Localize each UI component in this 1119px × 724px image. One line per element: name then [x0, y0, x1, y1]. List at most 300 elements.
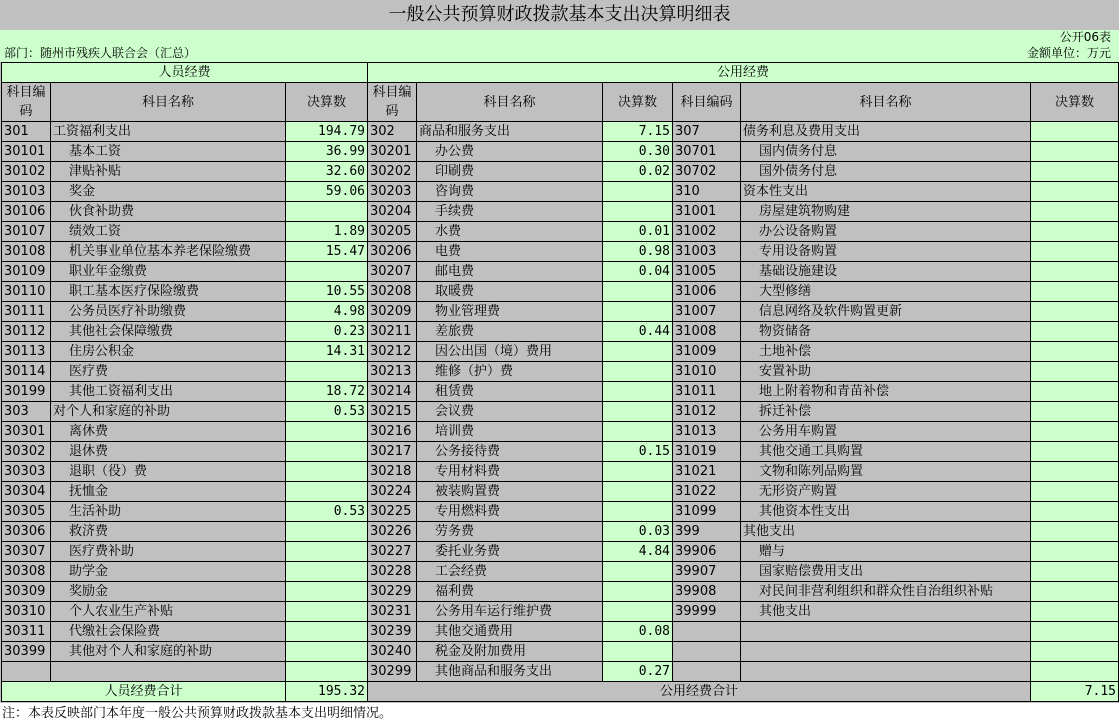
table-row	[2, 342, 1119, 362]
personnel-code-cell: 30303	[2, 462, 51, 482]
public-b-amount-cell	[1031, 182, 1119, 202]
personnel-amount-cell	[286, 462, 368, 482]
personnel-code-cell: 30106	[2, 202, 51, 222]
public-a-amount-cell	[603, 562, 673, 582]
public-a-name-cell: 水费	[417, 222, 603, 242]
col-code-header: 科目编码	[673, 83, 741, 122]
public-a-name-cell: 劳务费	[417, 522, 603, 542]
table-row	[2, 362, 1119, 382]
public-a-amount-cell	[603, 202, 673, 222]
public-b-name-cell: 国内债务付息	[741, 142, 1031, 162]
table-row	[2, 422, 1119, 442]
public-b-name-cell	[741, 662, 1031, 682]
public-a-name-cell: 被装购置费	[417, 482, 603, 502]
public-a-amount-cell: 0.44	[603, 322, 673, 342]
personnel-amount-cell	[286, 422, 368, 442]
public-a-name-cell: 公务用车运行维护费	[417, 602, 603, 622]
table-row	[2, 122, 1119, 142]
personnel-amount-cell	[286, 562, 368, 582]
personnel-amount-cell: 0.53	[286, 402, 368, 422]
personnel-name-cell: 代缴社会保险费	[51, 622, 286, 642]
public-b-code-cell	[673, 662, 741, 682]
personnel-code-cell: 30108	[2, 242, 51, 262]
public-b-name-cell: 国家赔偿费用支出	[741, 562, 1031, 582]
public-a-name-cell: 差旅费	[417, 322, 603, 342]
public-b-amount-cell	[1031, 262, 1119, 282]
public-b-code-cell: 31012	[673, 402, 741, 422]
public-a-amount-cell: 7.15	[603, 122, 673, 142]
public-a-amount-cell	[603, 382, 673, 402]
public-b-amount-cell	[1031, 462, 1119, 482]
personnel-code-cell: 30311	[2, 622, 51, 642]
table-row	[2, 482, 1119, 502]
public-b-code-cell: 39908	[673, 582, 741, 602]
public-b-code-cell: 31002	[673, 222, 741, 242]
public-b-amount-cell	[1031, 542, 1119, 562]
personnel-code-cell: 30107	[2, 222, 51, 242]
personnel-name-cell: 助学金	[51, 562, 286, 582]
public-b-amount-cell	[1031, 622, 1119, 642]
table-row	[2, 582, 1119, 602]
personnel-name-cell: 医疗费补助	[51, 542, 286, 562]
personnel-name-cell: 津贴补贴	[51, 162, 286, 182]
public-b-amount-cell	[1031, 562, 1119, 582]
personnel-amount-cell	[286, 642, 368, 662]
public-b-name-cell: 无形资产购置	[741, 482, 1031, 502]
public-b-amount-cell	[1031, 482, 1119, 502]
personnel-amount-cell: 59.06	[286, 182, 368, 202]
personnel-code-cell: 30110	[2, 282, 51, 302]
personnel-code-cell: 30103	[2, 182, 51, 202]
personnel-name-cell: 个人农业生产补贴	[51, 602, 286, 622]
public-b-name-cell	[741, 622, 1031, 642]
public-b-amount-cell	[1031, 502, 1119, 522]
personnel-name-cell: 救济费	[51, 522, 286, 542]
public-a-name-cell: 租赁费	[417, 382, 603, 402]
public-a-code-cell: 302	[368, 122, 417, 142]
table-row	[2, 202, 1119, 222]
public-b-code-cell: 31005	[673, 262, 741, 282]
table-row	[2, 442, 1119, 462]
public-a-code-cell: 30214	[368, 382, 417, 402]
public-a-name-cell: 会议费	[417, 402, 603, 422]
personnel-name-cell: 退职（役）费	[51, 462, 286, 482]
table-row	[2, 322, 1119, 342]
personnel-group-header: 人员经费	[2, 63, 368, 83]
public-b-code-cell: 31007	[673, 302, 741, 322]
public-a-code-cell: 30224	[368, 482, 417, 502]
public-a-name-cell: 电费	[417, 242, 603, 262]
public-a-code-cell: 30212	[368, 342, 417, 362]
personnel-name-cell: 医疗费	[51, 362, 286, 382]
public-b-amount-cell	[1031, 522, 1119, 542]
col-code-header: 科目编码	[2, 83, 51, 122]
personnel-code-cell: 30102	[2, 162, 51, 182]
table-row	[2, 142, 1119, 162]
public-b-code-cell: 31009	[673, 342, 741, 362]
public-a-code-cell: 30213	[368, 362, 417, 382]
public-b-amount-cell	[1031, 302, 1119, 322]
public-b-name-cell: 拆迁补偿	[741, 402, 1031, 422]
public-a-name-cell: 公务接待费	[417, 442, 603, 462]
personnel-amount-cell	[286, 602, 368, 622]
public-b-name-cell: 国外债务付息	[741, 162, 1031, 182]
public-a-amount-cell: 0.08	[603, 622, 673, 642]
public-a-amount-cell	[603, 482, 673, 502]
public-b-amount-cell	[1031, 582, 1119, 602]
col-name-header: 科目名称	[741, 83, 1031, 122]
table-row	[2, 302, 1119, 322]
public-b-name-cell: 物资储备	[741, 322, 1031, 342]
public-a-code-cell: 30203	[368, 182, 417, 202]
public-b-name-cell: 专用设备购置	[741, 242, 1031, 262]
public-a-amount-cell	[603, 502, 673, 522]
public-a-name-cell: 专用材料费	[417, 462, 603, 482]
public-a-amount-cell	[603, 342, 673, 362]
personnel-name-cell: 退休费	[51, 442, 286, 462]
table-row	[2, 282, 1119, 302]
table-row	[2, 462, 1119, 482]
table-row	[2, 642, 1119, 662]
public-a-code-cell: 30225	[368, 502, 417, 522]
personnel-name-cell: 工资福利支出	[51, 122, 286, 142]
col-name-header: 科目名称	[51, 83, 286, 122]
personnel-amount-cell	[286, 362, 368, 382]
table-row	[2, 602, 1119, 622]
personnel-code-cell: 303	[2, 402, 51, 422]
public-group-header: 公用经费	[368, 63, 1119, 83]
public-b-code-cell: 30701	[673, 142, 741, 162]
personnel-code-cell: 30302	[2, 442, 51, 462]
personnel-amount-cell: 10.55	[286, 282, 368, 302]
public-a-name-cell: 委托业务费	[417, 542, 603, 562]
public-b-name-cell: 其他交通工具购置	[741, 442, 1031, 462]
personnel-name-cell: 对个人和家庭的补助	[51, 402, 286, 422]
personnel-name-cell: 绩效工资	[51, 222, 286, 242]
public-a-amount-cell	[603, 362, 673, 382]
public-b-code-cell: 31003	[673, 242, 741, 262]
personnel-code-cell: 30307	[2, 542, 51, 562]
personnel-amount-cell: 1.89	[286, 222, 368, 242]
public-b-amount-cell	[1031, 162, 1119, 182]
col-amount-header: 决算数	[603, 83, 673, 122]
public-a-amount-cell	[603, 402, 673, 422]
public-b-code-cell: 31019	[673, 442, 741, 462]
public-b-amount-cell	[1031, 222, 1119, 242]
public-b-code-cell: 30702	[673, 162, 741, 182]
public-b-amount-cell	[1031, 362, 1119, 382]
public-a-name-cell: 其他交通费用	[417, 622, 603, 642]
personnel-name-cell: 离休费	[51, 422, 286, 442]
public-b-code-cell: 31010	[673, 362, 741, 382]
personnel-total-value: 195.32	[286, 682, 368, 702]
personnel-name-cell: 生活补助	[51, 502, 286, 522]
public-b-name-cell: 安置补助	[741, 362, 1031, 382]
public-b-amount-cell	[1031, 242, 1119, 262]
public-b-code-cell: 31021	[673, 462, 741, 482]
personnel-amount-cell	[286, 662, 368, 682]
personnel-code-cell: 30305	[2, 502, 51, 522]
public-b-code-cell: 31008	[673, 322, 741, 342]
personnel-name-cell: 职业年金缴费	[51, 262, 286, 282]
report-title: 一般公共预算财政拨款基本支出决算明细表	[0, 0, 1119, 31]
public-total-value: 7.15	[1031, 682, 1119, 702]
public-total-label: 公用经费合计	[368, 682, 1031, 702]
public-b-amount-cell	[1031, 402, 1119, 422]
table-row	[2, 382, 1119, 402]
table-row	[2, 502, 1119, 522]
personnel-name-cell: 其他社会保障缴费	[51, 322, 286, 342]
public-a-amount-cell	[603, 602, 673, 622]
col-amount-header: 决算数	[286, 83, 368, 122]
public-a-name-cell: 维修（护）费	[417, 362, 603, 382]
personnel-name-cell: 其他工资福利支出	[51, 382, 286, 402]
public-a-name-cell: 手续费	[417, 202, 603, 222]
personnel-amount-cell: 14.31	[286, 342, 368, 362]
public-a-name-cell: 税金及附加费用	[417, 642, 603, 662]
public-a-amount-cell: 0.04	[603, 262, 673, 282]
public-a-amount-cell	[603, 642, 673, 662]
public-a-name-cell: 其他商品和服务支出	[417, 662, 603, 682]
personnel-name-cell: 公务员医疗补助缴费	[51, 302, 286, 322]
public-b-amount-cell	[1031, 142, 1119, 162]
personnel-code-cell: 30399	[2, 642, 51, 662]
personnel-code-cell: 30114	[2, 362, 51, 382]
public-a-amount-cell: 0.15	[603, 442, 673, 462]
public-b-name-cell: 房屋建筑物购建	[741, 202, 1031, 222]
public-b-code-cell: 39906	[673, 542, 741, 562]
expenditure-table	[1, 62, 1119, 702]
public-a-code-cell: 30206	[368, 242, 417, 262]
personnel-amount-cell	[286, 442, 368, 462]
personnel-code-cell: 30109	[2, 262, 51, 282]
personnel-amount-cell	[286, 482, 368, 502]
public-b-name-cell: 资本性支出	[741, 182, 1031, 202]
personnel-amount-cell	[286, 522, 368, 542]
public-a-code-cell: 30217	[368, 442, 417, 462]
personnel-name-cell: 基本工资	[51, 142, 286, 162]
public-a-code-cell: 30207	[368, 262, 417, 282]
table-row	[2, 222, 1119, 242]
col-amount-header: 决算数	[1031, 83, 1119, 122]
group-header-row	[2, 63, 1119, 83]
public-b-name-cell: 其他资本性支出	[741, 502, 1031, 522]
personnel-name-cell: 伙食补助费	[51, 202, 286, 222]
public-a-name-cell: 福利费	[417, 582, 603, 602]
public-a-code-cell: 30204	[368, 202, 417, 222]
table-row	[2, 662, 1119, 682]
footnote: 注：本表反映部门本年度一般公共预算财政拨款基本支出明细情况。	[0, 703, 1119, 724]
public-b-name-cell	[741, 642, 1031, 662]
table-row	[2, 162, 1119, 182]
public-a-code-cell: 30209	[368, 302, 417, 322]
personnel-code-cell	[2, 662, 51, 682]
personnel-total-label: 人员经费合计	[2, 682, 286, 702]
personnel-amount-cell: 4.98	[286, 302, 368, 322]
public-a-code-cell: 30231	[368, 602, 417, 622]
amount-unit: 金额单位：万元	[1026, 46, 1111, 60]
public-b-code-cell: 31001	[673, 202, 741, 222]
public-a-code-cell: 30202	[368, 162, 417, 182]
public-a-amount-cell: 0.98	[603, 242, 673, 262]
personnel-code-cell: 30306	[2, 522, 51, 542]
public-b-code-cell: 31099	[673, 502, 741, 522]
personnel-name-cell: 住房公积金	[51, 342, 286, 362]
public-b-name-cell: 公务用车购置	[741, 422, 1031, 442]
public-a-code-cell: 30218	[368, 462, 417, 482]
public-a-code-cell: 30216	[368, 422, 417, 442]
table-row	[2, 242, 1119, 262]
public-b-code-cell: 399	[673, 522, 741, 542]
personnel-amount-cell	[286, 262, 368, 282]
public-a-code-cell: 30228	[368, 562, 417, 582]
col-code-header: 科目编码	[368, 83, 417, 122]
public-a-amount-cell	[603, 582, 673, 602]
personnel-amount-cell: 15.47	[286, 242, 368, 262]
public-b-amount-cell	[1031, 342, 1119, 362]
public-a-name-cell: 印刷费	[417, 162, 603, 182]
public-a-amount-cell: 0.03	[603, 522, 673, 542]
personnel-code-cell: 30309	[2, 582, 51, 602]
personnel-amount-cell: 32.60	[286, 162, 368, 182]
public-a-code-cell: 30239	[368, 622, 417, 642]
personnel-amount-cell: 0.23	[286, 322, 368, 342]
public-a-amount-cell: 0.01	[603, 222, 673, 242]
personnel-code-cell: 301	[2, 122, 51, 142]
personnel-code-cell: 30113	[2, 342, 51, 362]
public-b-amount-cell	[1031, 382, 1119, 402]
personnel-code-cell: 30101	[2, 142, 51, 162]
public-a-code-cell: 30208	[368, 282, 417, 302]
public-b-code-cell: 31011	[673, 382, 741, 402]
public-a-name-cell: 专用燃料费	[417, 502, 603, 522]
public-a-amount-cell: 0.02	[603, 162, 673, 182]
personnel-name-cell: 其他对个人和家庭的补助	[51, 642, 286, 662]
personnel-name-cell: 职工基本医疗保险缴费	[51, 282, 286, 302]
public-a-code-cell: 30229	[368, 582, 417, 602]
public-b-name-cell: 办公设备购置	[741, 222, 1031, 242]
personnel-code-cell: 30304	[2, 482, 51, 502]
personnel-amount-cell: 18.72	[286, 382, 368, 402]
public-b-amount-cell	[1031, 442, 1119, 462]
public-b-name-cell: 基础设施建设	[741, 262, 1031, 282]
public-b-name-cell: 文物和陈列品购置	[741, 462, 1031, 482]
public-a-name-cell: 邮电费	[417, 262, 603, 282]
public-a-name-cell: 商品和服务支出	[417, 122, 603, 142]
table-row	[2, 622, 1119, 642]
public-a-name-cell: 咨询费	[417, 182, 603, 202]
public-b-name-cell: 债务利息及费用支出	[741, 122, 1031, 142]
department-label: 部门：随州市残疾人联合会（汇总）	[4, 46, 197, 60]
public-a-code-cell: 30205	[368, 222, 417, 242]
public-a-amount-cell: 0.27	[603, 662, 673, 682]
public-a-amount-cell	[603, 422, 673, 442]
personnel-name-cell: 奖金	[51, 182, 286, 202]
public-a-amount-cell: 0.30	[603, 142, 673, 162]
personnel-code-cell: 30111	[2, 302, 51, 322]
public-a-code-cell: 30226	[368, 522, 417, 542]
public-a-amount-cell	[603, 282, 673, 302]
public-b-amount-cell	[1031, 642, 1119, 662]
personnel-amount-cell	[286, 622, 368, 642]
personnel-amount-cell	[286, 202, 368, 222]
public-a-name-cell: 工会经费	[417, 562, 603, 582]
public-b-amount-cell	[1031, 202, 1119, 222]
personnel-code-cell: 30199	[2, 382, 51, 402]
public-b-name-cell: 信息网络及软件购置更新	[741, 302, 1031, 322]
personnel-code-cell: 30301	[2, 422, 51, 442]
table-row	[2, 182, 1119, 202]
public-a-amount-cell	[603, 302, 673, 322]
personnel-name-cell: 机关事业单位基本养老保险缴费	[51, 242, 286, 262]
col-name-header: 科目名称	[417, 83, 603, 122]
public-a-amount-cell	[603, 462, 673, 482]
public-b-name-cell: 地上附着物和青苗补偿	[741, 382, 1031, 402]
public-a-name-cell: 办公费	[417, 142, 603, 162]
personnel-name-cell: 奖励金	[51, 582, 286, 602]
public-b-name-cell: 对民间非营利组织和群众性自治组织补贴	[741, 582, 1031, 602]
public-b-name-cell: 土地补偿	[741, 342, 1031, 362]
public-b-code-cell: 31022	[673, 482, 741, 502]
totals-row	[2, 682, 1119, 702]
public-b-name-cell: 大型修缮	[741, 282, 1031, 302]
public-a-code-cell: 30211	[368, 322, 417, 342]
public-b-code-cell: 307	[673, 122, 741, 142]
public-a-code-cell: 30299	[368, 662, 417, 682]
table-row	[2, 402, 1119, 422]
public-a-name-cell: 取暖费	[417, 282, 603, 302]
public-b-name-cell: 其他支出	[741, 602, 1031, 622]
public-a-amount-cell: 4.84	[603, 542, 673, 562]
public-a-amount-cell	[603, 182, 673, 202]
public-b-code-cell: 39907	[673, 562, 741, 582]
table-row	[2, 522, 1119, 542]
public-b-code-cell	[673, 642, 741, 662]
personnel-amount-cell	[286, 582, 368, 602]
public-b-code-cell	[673, 622, 741, 642]
column-header-row	[2, 83, 1119, 122]
table-row	[2, 262, 1119, 282]
public-b-amount-cell	[1031, 322, 1119, 342]
personnel-code-cell: 30310	[2, 602, 51, 622]
public-b-amount-cell	[1031, 122, 1119, 142]
public-b-code-cell: 310	[673, 182, 741, 202]
personnel-name-cell	[51, 662, 286, 682]
public-b-code-cell: 31013	[673, 422, 741, 442]
public-b-amount-cell	[1031, 662, 1119, 682]
public-b-amount-cell	[1031, 422, 1119, 442]
form-number: 公开06表	[1059, 30, 1111, 44]
personnel-amount-cell: 194.79	[286, 122, 368, 142]
personnel-amount-cell: 0.53	[286, 502, 368, 522]
public-a-code-cell: 30215	[368, 402, 417, 422]
public-b-amount-cell	[1031, 602, 1119, 622]
personnel-code-cell: 30308	[2, 562, 51, 582]
public-b-name-cell: 其他支出	[741, 522, 1031, 542]
personnel-name-cell: 抚恤金	[51, 482, 286, 502]
public-a-name-cell: 培训费	[417, 422, 603, 442]
personnel-amount-cell	[286, 542, 368, 562]
public-a-name-cell: 因公出国（境）费用	[417, 342, 603, 362]
public-b-code-cell: 31006	[673, 282, 741, 302]
public-b-amount-cell	[1031, 282, 1119, 302]
table-row	[2, 562, 1119, 582]
public-a-code-cell: 30227	[368, 542, 417, 562]
public-a-name-cell: 物业管理费	[417, 302, 603, 322]
personnel-code-cell: 30112	[2, 322, 51, 342]
public-a-code-cell: 30240	[368, 642, 417, 662]
personnel-amount-cell: 36.99	[286, 142, 368, 162]
